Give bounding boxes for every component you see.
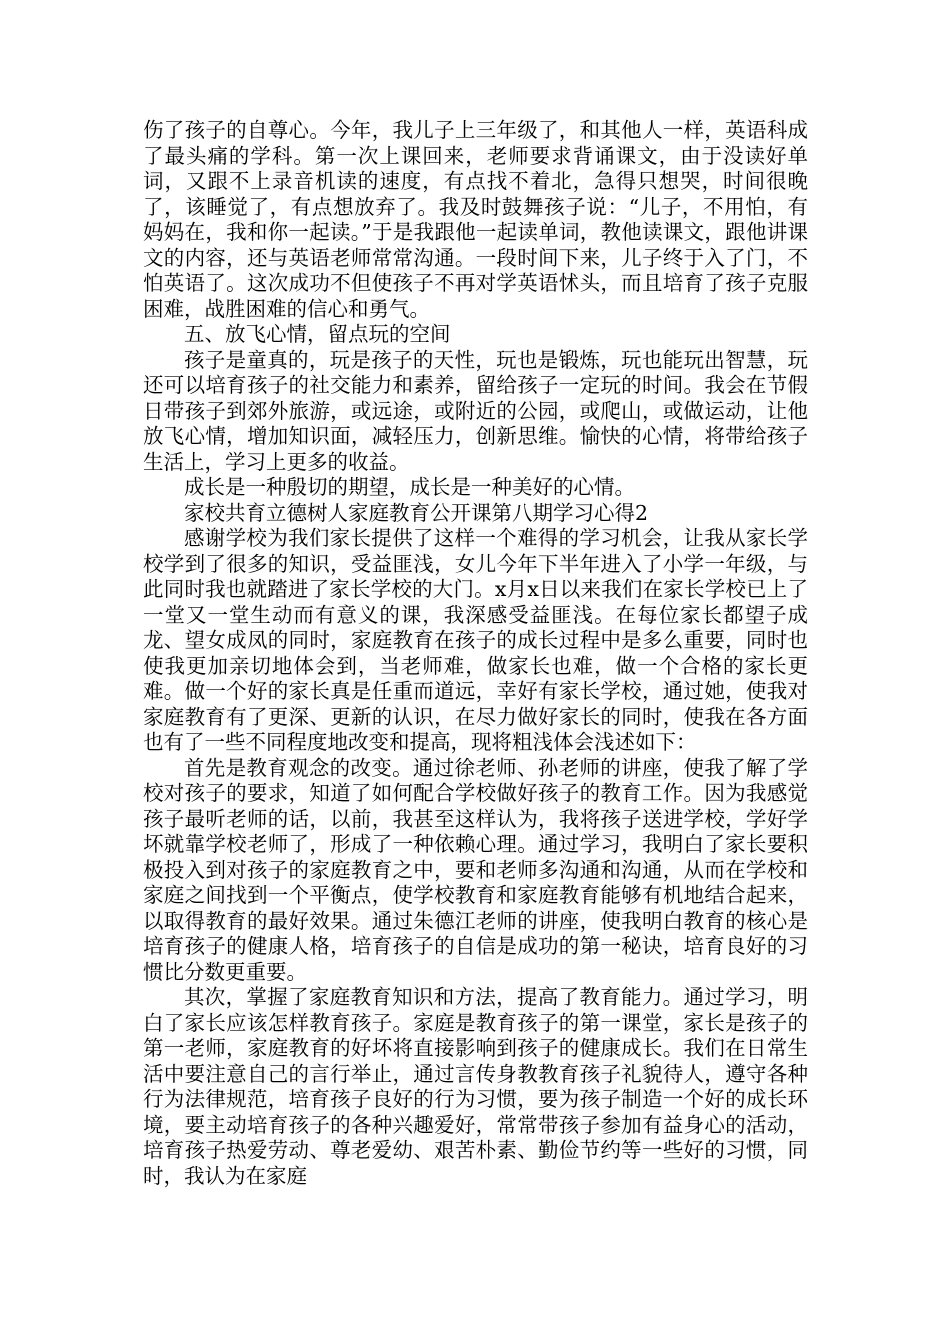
- paragraph-thanks: 感谢学校为我们家长提供了这样一个难得的学习机会，让我从家长学校学到了很多的知识，受益匪浅，女儿今年下半年进入了小学一年级，与此同时我也就踏进了家长学校的大门。x月x日以来我们在家长学校已上了一堂又一堂生动而有意义的课，我深感受益匪浅。在每位家长都望子成龙、望女成凤的同时，家庭教育在孩子的成长过程中是多么重要，同时也使我更加亲切地体会到，当老师难，做家长也难，做一个合格的家长更难。做一个好的家长真是任重而道远，幸好有家长学校，通过她，使我对家庭教育有了更深、更新的认识，在尽力做好家长的同时，使我在各方面也有了一些不同程度地改变和提高，现将粗浅体会浅述如下：: [143, 526, 808, 754]
- article-title: 家校共育立德树人家庭教育公开课第八期学习心得2: [184, 500, 649, 525]
- section-heading-five: 五、放飞心情，留点玩的空间: [184, 322, 451, 346]
- paragraph-continued: 伤了孩子的自尊心。今年，我儿子上三年级了，和其他人一样，英语科成了最头痛的学科。第一次上课回来，老师要求背诵课文，由于没读好单词，又跟不上录音机读的速度，有点找不着北，急得只想哭，时间很晚了，该睡觉了，有点想放弃了。我及时鼓舞孩子说：“儿子，不用怕，有妈妈在，我和你一起读。”于是我跟他一起读单词，教他读课文，跟他讲课文的内容，还与英语老师常常沟通。一段时间下来，儿子终于入了门，不怕英语了。这次成功不但使孩子不再对学英语怵头，而且培育了孩子克服困难，战胜困难的信心和勇气。: [143, 118, 808, 321]
- paragraph-growth: 成长是一种殷切的期望，成长是一种美好的心情。: [184, 475, 635, 499]
- paragraph-first: 首先是教育观念的改变。通过徐老师、孙老师的讲座，使我了解了学校对孩子的要求，知道了如何配合学校做好孩子的教育工作。因为我感觉孩子最听老师的话，以前，我甚至这样认为，我将孩子送进学校，学好学坏就靠学校老师了，形成了一种依赖心理。通过学习，我明白了家长要积极投入到对孩子的家庭教育之中，要和老师多沟通和沟通，从而在学校和家庭之间找到一个平衡点，使学校教育和家庭教育能够有机地结合起来，以取得教育的最好效果。通过朱德江老师的讲座，使我明白教育的核心是培育孩子的健康人格，培育孩子的自信是成功的第一秘诀，培育良好的习惯比分数更重要。: [143, 755, 808, 984]
- paragraph-second: 其次，掌握了家庭教育知识和方法，提高了教育能力。通过学习，明白了家长应该怎样教育孩子。家庭是教育孩子的第一课堂，家长是孩子的第一老师，家庭教育的好坏将直接影响到孩子的健康成长。我们在日常生活中要注意自己的言行举止，通过言传身教教育孩子礼貌待人，遵守各种行为法律规范，培育孩子良好的行为习惯，要为孩子制造一个好的成长环境，要主动培育孩子的各种兴趣爱好，常常带孩子参加有益身心的活动，培育孩子热爱劳动、尊老爱幼、艰苦朴素、勤俭节约等一些好的习惯，同时，我认为在家庭: [143, 985, 808, 1188]
- paragraph-play-time: 孩子是童真的，玩是孩子的天性，玩也是锻炼，玩也能玩出智慧，玩还可以培育孩子的社交能力和素养，留给孩子一定玩的时间。我会在节假日带孩子到郊外旅游，或远途，或附近的公园，或爬山，或做运动，让他放飞心情，增加知识面，减轻压力，创新思维。愉快的心情，将带给孩子生活上，学习上更多的收益。: [143, 347, 808, 474]
- document-page: [143, 118, 808, 1189]
